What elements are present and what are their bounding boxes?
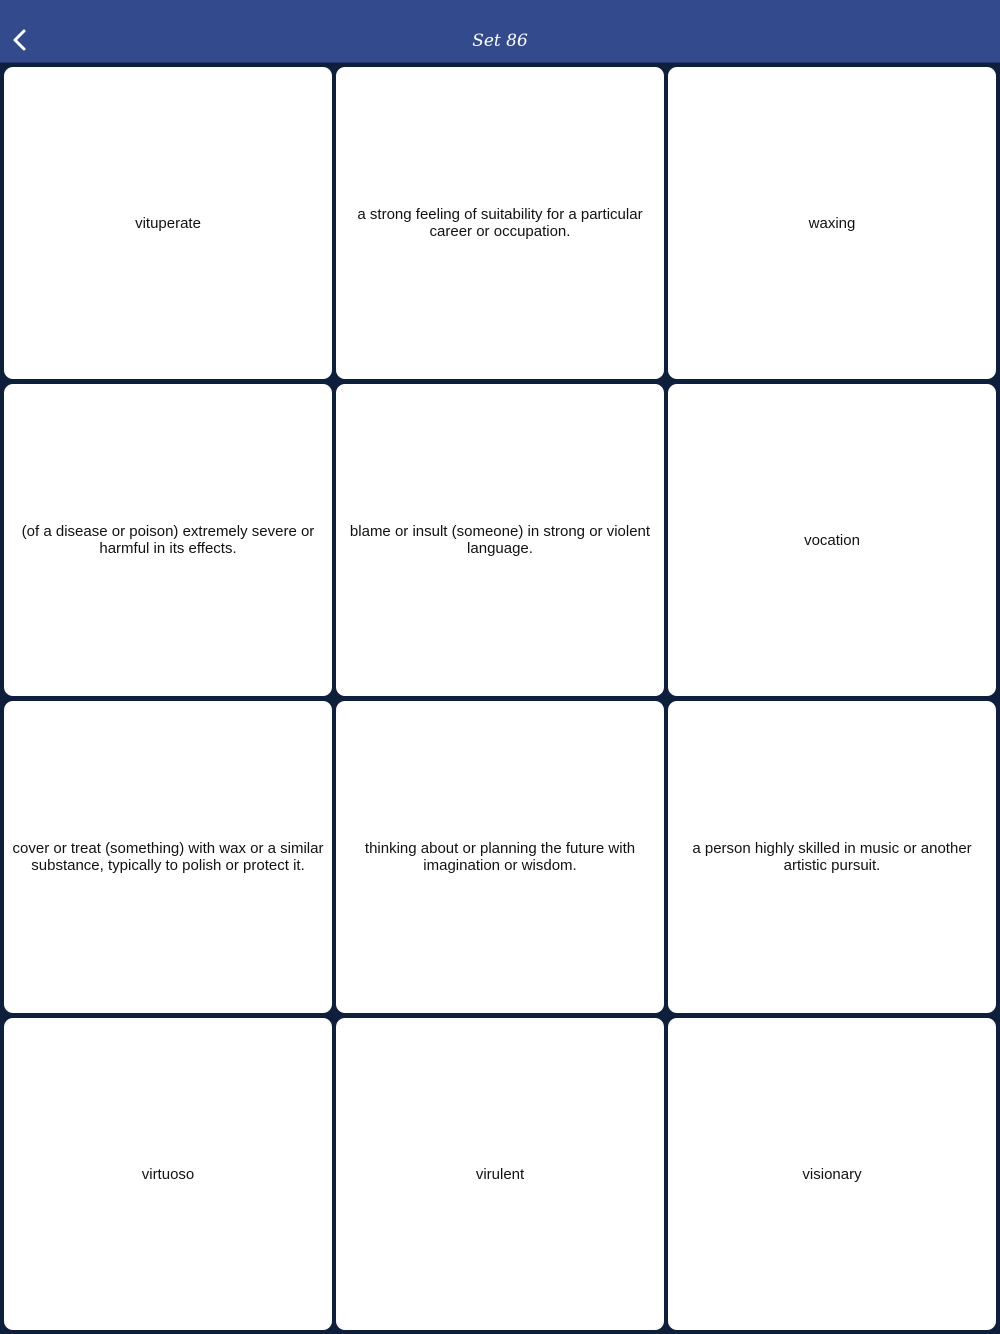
card-text: vocation [804, 531, 860, 549]
card[interactable] [336, 1018, 664, 1330]
card[interactable] [336, 384, 664, 696]
card[interactable] [668, 384, 996, 696]
card[interactable] [4, 384, 332, 696]
card[interactable] [336, 701, 664, 1013]
card-text: virtuoso [141, 1165, 195, 1183]
card-text: blame or insult (someone) in strong or violent language. [349, 523, 651, 557]
card[interactable] [336, 67, 664, 379]
card-text: cover or treat (something) with wax or a similar substance, typically to polish or protect it. [12, 840, 324, 874]
card-text: visionary [802, 1165, 862, 1183]
page-title: Set 86 [472, 31, 528, 51]
card-text: a person highly skilled in music or another artistic pursuit. [692, 840, 972, 874]
card[interactable] [4, 701, 332, 1013]
card[interactable] [668, 67, 996, 379]
card-text: a strong feeling of suitability for a particular career or occupation. [357, 206, 643, 240]
card-grid [4, 67, 997, 1330]
card-text: vituperate [135, 214, 201, 232]
card-text: virulent [475, 1165, 525, 1183]
card[interactable] [4, 67, 332, 379]
navigation-bar [0, 0, 1000, 63]
card[interactable] [4, 1018, 332, 1330]
card-text: waxing [808, 214, 856, 232]
card[interactable] [668, 701, 996, 1013]
card-text: (of a disease or poison) extremely severe or harmful in its effects. [21, 523, 315, 557]
card[interactable] [668, 1018, 996, 1330]
card-text: thinking about or planning the future with imagination or wisdom. [364, 840, 636, 874]
